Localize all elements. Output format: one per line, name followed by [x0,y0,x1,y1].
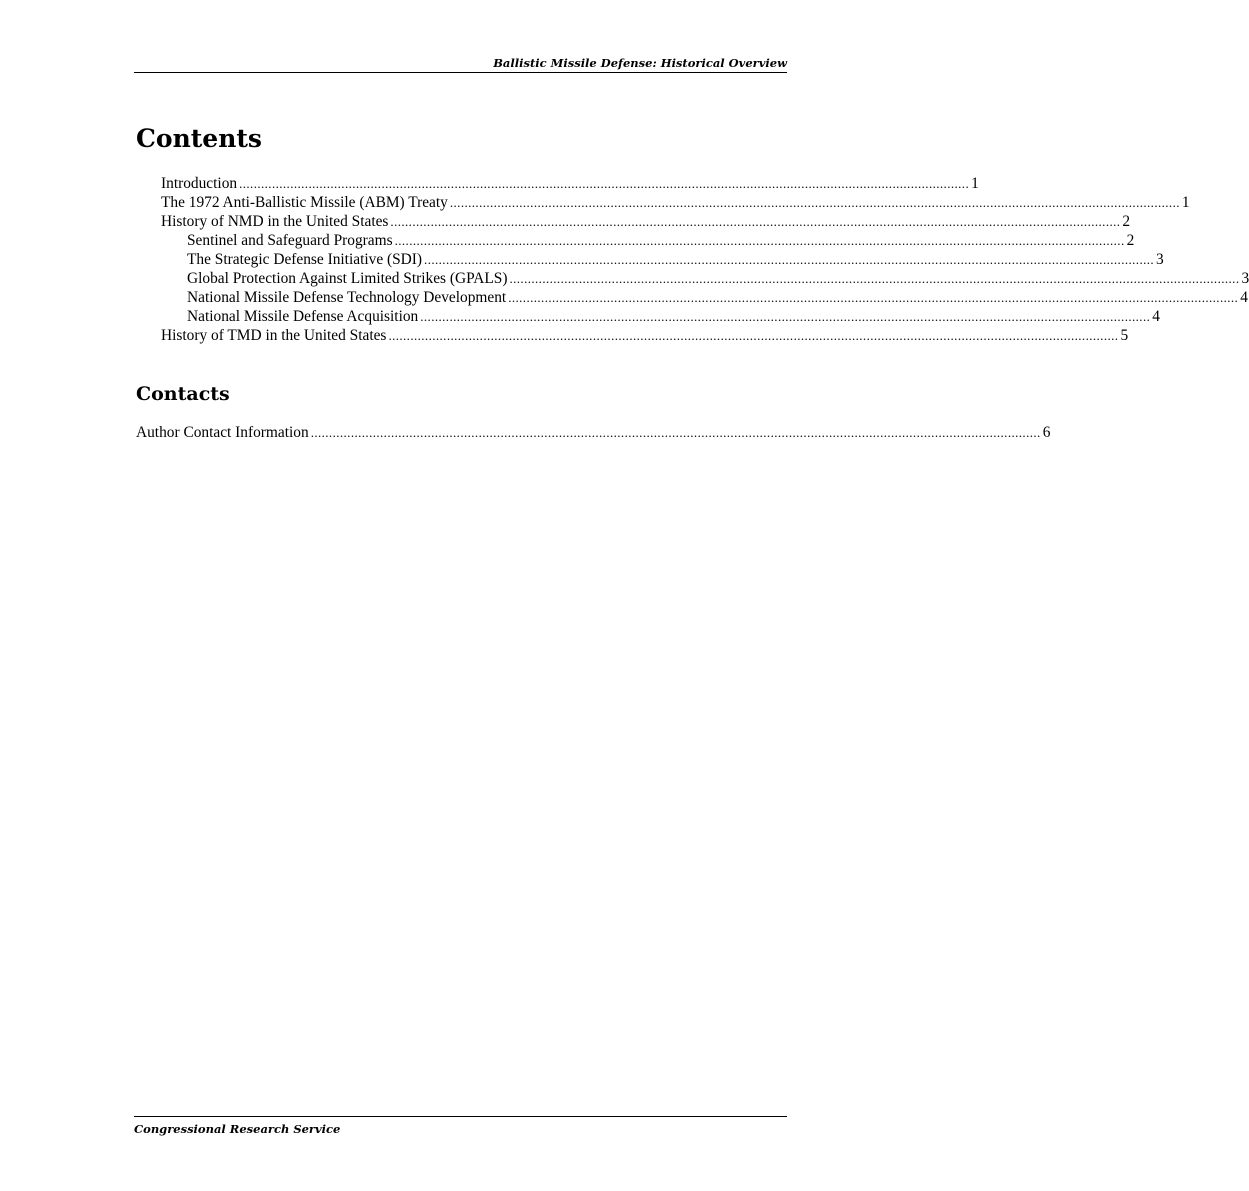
toc-entry-title: The 1972 Anti-Ballistic Missile (ABM) Treaty [161,194,448,211]
toc-dot-leader: ........................................................................................................................................................................................................ [394,233,1125,248]
toc-entry-page: 4 [1240,289,1248,306]
toc-entry-nmd-acquisition[interactable] [187,307,1160,326]
toc-entry-title: Sentinel and Safeguard Programs [187,232,393,249]
toc-entry-title: National Missile Defense Acquisition [187,308,419,325]
toc-dot-leader: ........................................................................................................................................................................................................ [420,309,1151,324]
toc-entry-title: National Missile Defense Technology Development [187,289,507,306]
contacts-heading: Contacts [136,383,230,405]
toc-dot-leader: ........................................................................................................................................................................................................ [508,290,1239,305]
toc-entry-page: 6 [1042,424,1051,441]
toc-entry-title: History of TMD in the United States [161,327,387,344]
toc-entry-page: 1 [971,175,979,192]
toc-entry-sentinel-safeguard[interactable] [187,231,1135,250]
toc-entry-sdi[interactable] [187,250,1164,269]
toc-entry-page: 4 [1152,308,1160,325]
running-footer: Congressional Research Service [134,1116,787,1136]
toc-entry-nmd-technology[interactable] [187,288,1248,307]
toc-entry-introduction[interactable] [161,174,979,193]
toc-dot-leader: ........................................................................................................................................................................................................ [449,195,1180,210]
toc-entry-title: Global Protection Against Limited Strikes (GPALS) [187,270,508,287]
toc-entry-gpals[interactable] [187,269,1249,288]
toc-dot-leader: ........................................................................................................................................................................................................ [509,271,1240,286]
toc-entry-title: Introduction [161,175,238,192]
toc-entry-page: 2 [1126,232,1135,249]
contents-heading: Contents [136,124,263,153]
toc-entry-title: History of NMD in the United States [161,213,389,230]
toc-entry-page: 3 [1241,270,1249,287]
toc-dot-leader: ........................................................................................................................................................................................................ [424,252,1155,267]
toc-entry-page: 1 [1181,194,1190,211]
toc-entry-title: Author Contact Information [136,424,309,441]
toc-entry-page: 5 [1120,327,1129,344]
toc-entry-title: The Strategic Defense Initiative (SDI) [187,251,423,268]
toc-entry-abm-treaty[interactable] [161,193,1190,212]
toc-dot-leader: ........................................................................................................................................................................................................ [310,425,1041,440]
toc-entry-author-contact[interactable] [136,423,1051,442]
toc-dot-leader: ........................................................................................................................................................................................................ [388,328,1119,343]
toc-dot-leader: ........................................................................................................................................................................................................ [239,176,970,191]
toc-entry-page: 3 [1156,251,1164,268]
toc-dot-leader: ........................................................................................................................................................................................................ [390,214,1121,229]
toc-entry-history-nmd[interactable] [161,212,1131,231]
toc-entry-page: 2 [1122,213,1131,230]
running-header: Ballistic Missile Defense: Historical Overview [134,55,787,73]
toc-entry-history-tmd[interactable] [161,326,1129,345]
